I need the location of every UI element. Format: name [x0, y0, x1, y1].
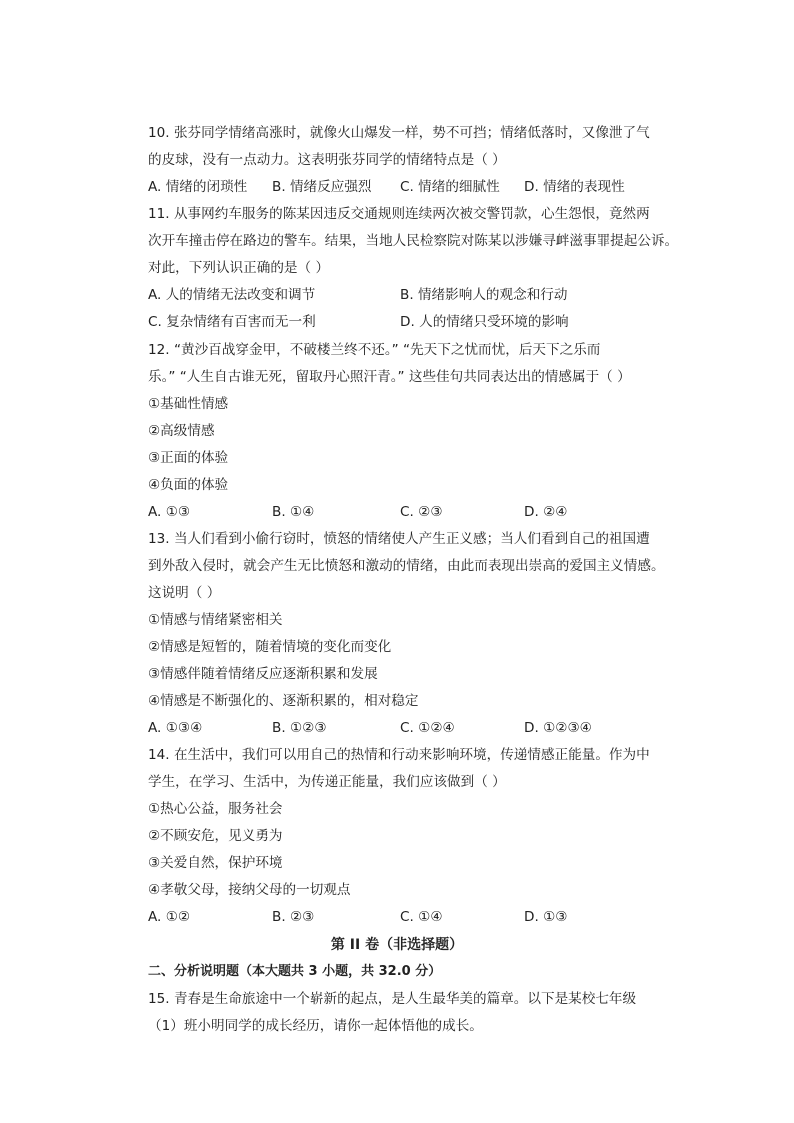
q13-option-d: D. ①②③④ — [524, 720, 592, 736]
q13-options — [148, 718, 668, 738]
q11-option-b: B. 情绪影响人的观念和行动 — [400, 287, 568, 303]
q11-options-row-1 — [148, 285, 668, 305]
q12-option-a: A. ①③ — [148, 504, 191, 520]
q11-options-row-2 — [148, 312, 668, 332]
q10-option-d: D. 情绪的表现性 — [524, 179, 625, 195]
q13-stem-line-3: 这说明（ ） — [148, 585, 221, 601]
q14-option-c: C. ①④ — [400, 909, 443, 925]
q11-stem-line-1: 11. 从事网约车服务的陈某因违反交通规则连续两次被交警罚款，心生怨恨，竟然两 — [148, 206, 650, 222]
q11-option-a: A. 人的情绪无法改变和调节 — [148, 287, 316, 303]
q11-option-d: D. 人的情绪只受环境的影响 — [400, 314, 569, 330]
q14-option-a: A. ①② — [148, 909, 191, 925]
q13-option-b: B. ①②③ — [272, 720, 327, 736]
q10-stem-line-1: 10. 张芬同学情绪高涨时，就像火山爆发一样，势不可挡；情绪低落时，又像泄了气 — [148, 125, 650, 141]
q12-option-d: D. ②④ — [524, 504, 568, 520]
q12-item-1: ①基础性情感 — [148, 396, 229, 412]
q10-option-a: A. 情绪的闭琐性 — [148, 179, 248, 195]
q13-item-3: ③情感伴随着情绪反应逐渐积累和发展 — [148, 666, 378, 682]
q10-options — [148, 177, 668, 197]
q12-stem-line-1: 12. “黄沙百战穿金甲，不破楼兰终不还。” “先天下之忧而忧，后天下之乐而 — [148, 342, 601, 358]
q13-stem-line-2: 到外敌入侵时，就会产生无比愤怒和激动的情绪，由此而表现出崇高的爱国主义情感。 — [148, 558, 665, 574]
q14-item-2: ②不顾安危，见义勇为 — [148, 828, 283, 844]
q14-item-4: ④孝敬父母，接纳父母的一切观点 — [148, 882, 351, 898]
q14-option-b: B. ②③ — [272, 909, 315, 925]
q13-item-1: ①情感与情绪紧密相关 — [148, 612, 283, 628]
part2-section-head: 二、分析说明题（本大题共 3 小题，共 32.0 分） — [148, 964, 442, 979]
q14-stem-line-2: 学生，在学习、生活中，为传递正能量，我们应该做到（ ） — [148, 774, 506, 790]
q14-option-d: D. ①③ — [524, 909, 568, 925]
q15-stem-line-2: （1）班小明同学的成长经历，请你一起体悟他的成长。 — [148, 1018, 483, 1034]
q14-item-3: ③关爱自然，保护环境 — [148, 855, 283, 871]
q10-option-c: C. 情绪的细腻性 — [400, 179, 500, 195]
q10-stem-line-2: 的皮球，没有一点动力。这表明张芬同学的情绪特点是（ ） — [148, 152, 506, 168]
q12-options — [148, 502, 668, 522]
q12-item-2: ②高级情感 — [148, 423, 215, 439]
q14-stem-line-1: 14. 在生活中，我们可以用自己的热情和行动来影响环境，传递情感正能量。作为中 — [148, 747, 650, 763]
q14-options — [148, 907, 668, 927]
q12-stem-line-2: 乐。” “人生自古谁无死，留取丹心照汗青。” 这些佳句共同表达出的情感属于（ ） — [148, 369, 631, 385]
q15-stem-line-1: 15. 青春是生命旅途中一个崭新的起点，是人生最华美的篇章。以下是某校七年级 — [148, 991, 637, 1007]
q12-option-c: C. ②③ — [400, 504, 443, 520]
q14-item-1: ①热心公益，服务社会 — [148, 801, 283, 817]
q12-item-4: ④负面的体验 — [148, 477, 229, 493]
q13-item-4: ④情感是不断强化的、逐渐积累的，相对稳定 — [148, 693, 419, 709]
part2-title: 第 II 卷（非选择题） — [330, 937, 464, 953]
q11-option-c: C. 复杂情绪有百害而无一利 — [148, 314, 316, 330]
q13-item-2: ②情感是短暂的，随着情境的变化而变化 — [148, 639, 392, 655]
q13-stem-line-1: 13. 当人们看到小偷行窃时，愤怒的情绪使人产生正义感；当人们看到自己的祖国遭 — [148, 531, 650, 547]
q13-option-a: A. ①③④ — [148, 720, 203, 736]
q12-option-b: B. ①④ — [272, 504, 315, 520]
q13-option-c: C. ①②④ — [400, 720, 455, 736]
q10-option-b: B. 情绪反应强烈 — [272, 179, 372, 195]
q11-stem-line-2: 次开车撞击停在路边的警车。结果，当地人民检察院对陈某以涉嫌寻衅滋事罪提起公诉。 — [148, 233, 679, 249]
q12-item-3: ③正面的体验 — [148, 450, 229, 466]
q11-stem-line-3: 对此，下列认识正确的是（ ） — [148, 260, 330, 276]
